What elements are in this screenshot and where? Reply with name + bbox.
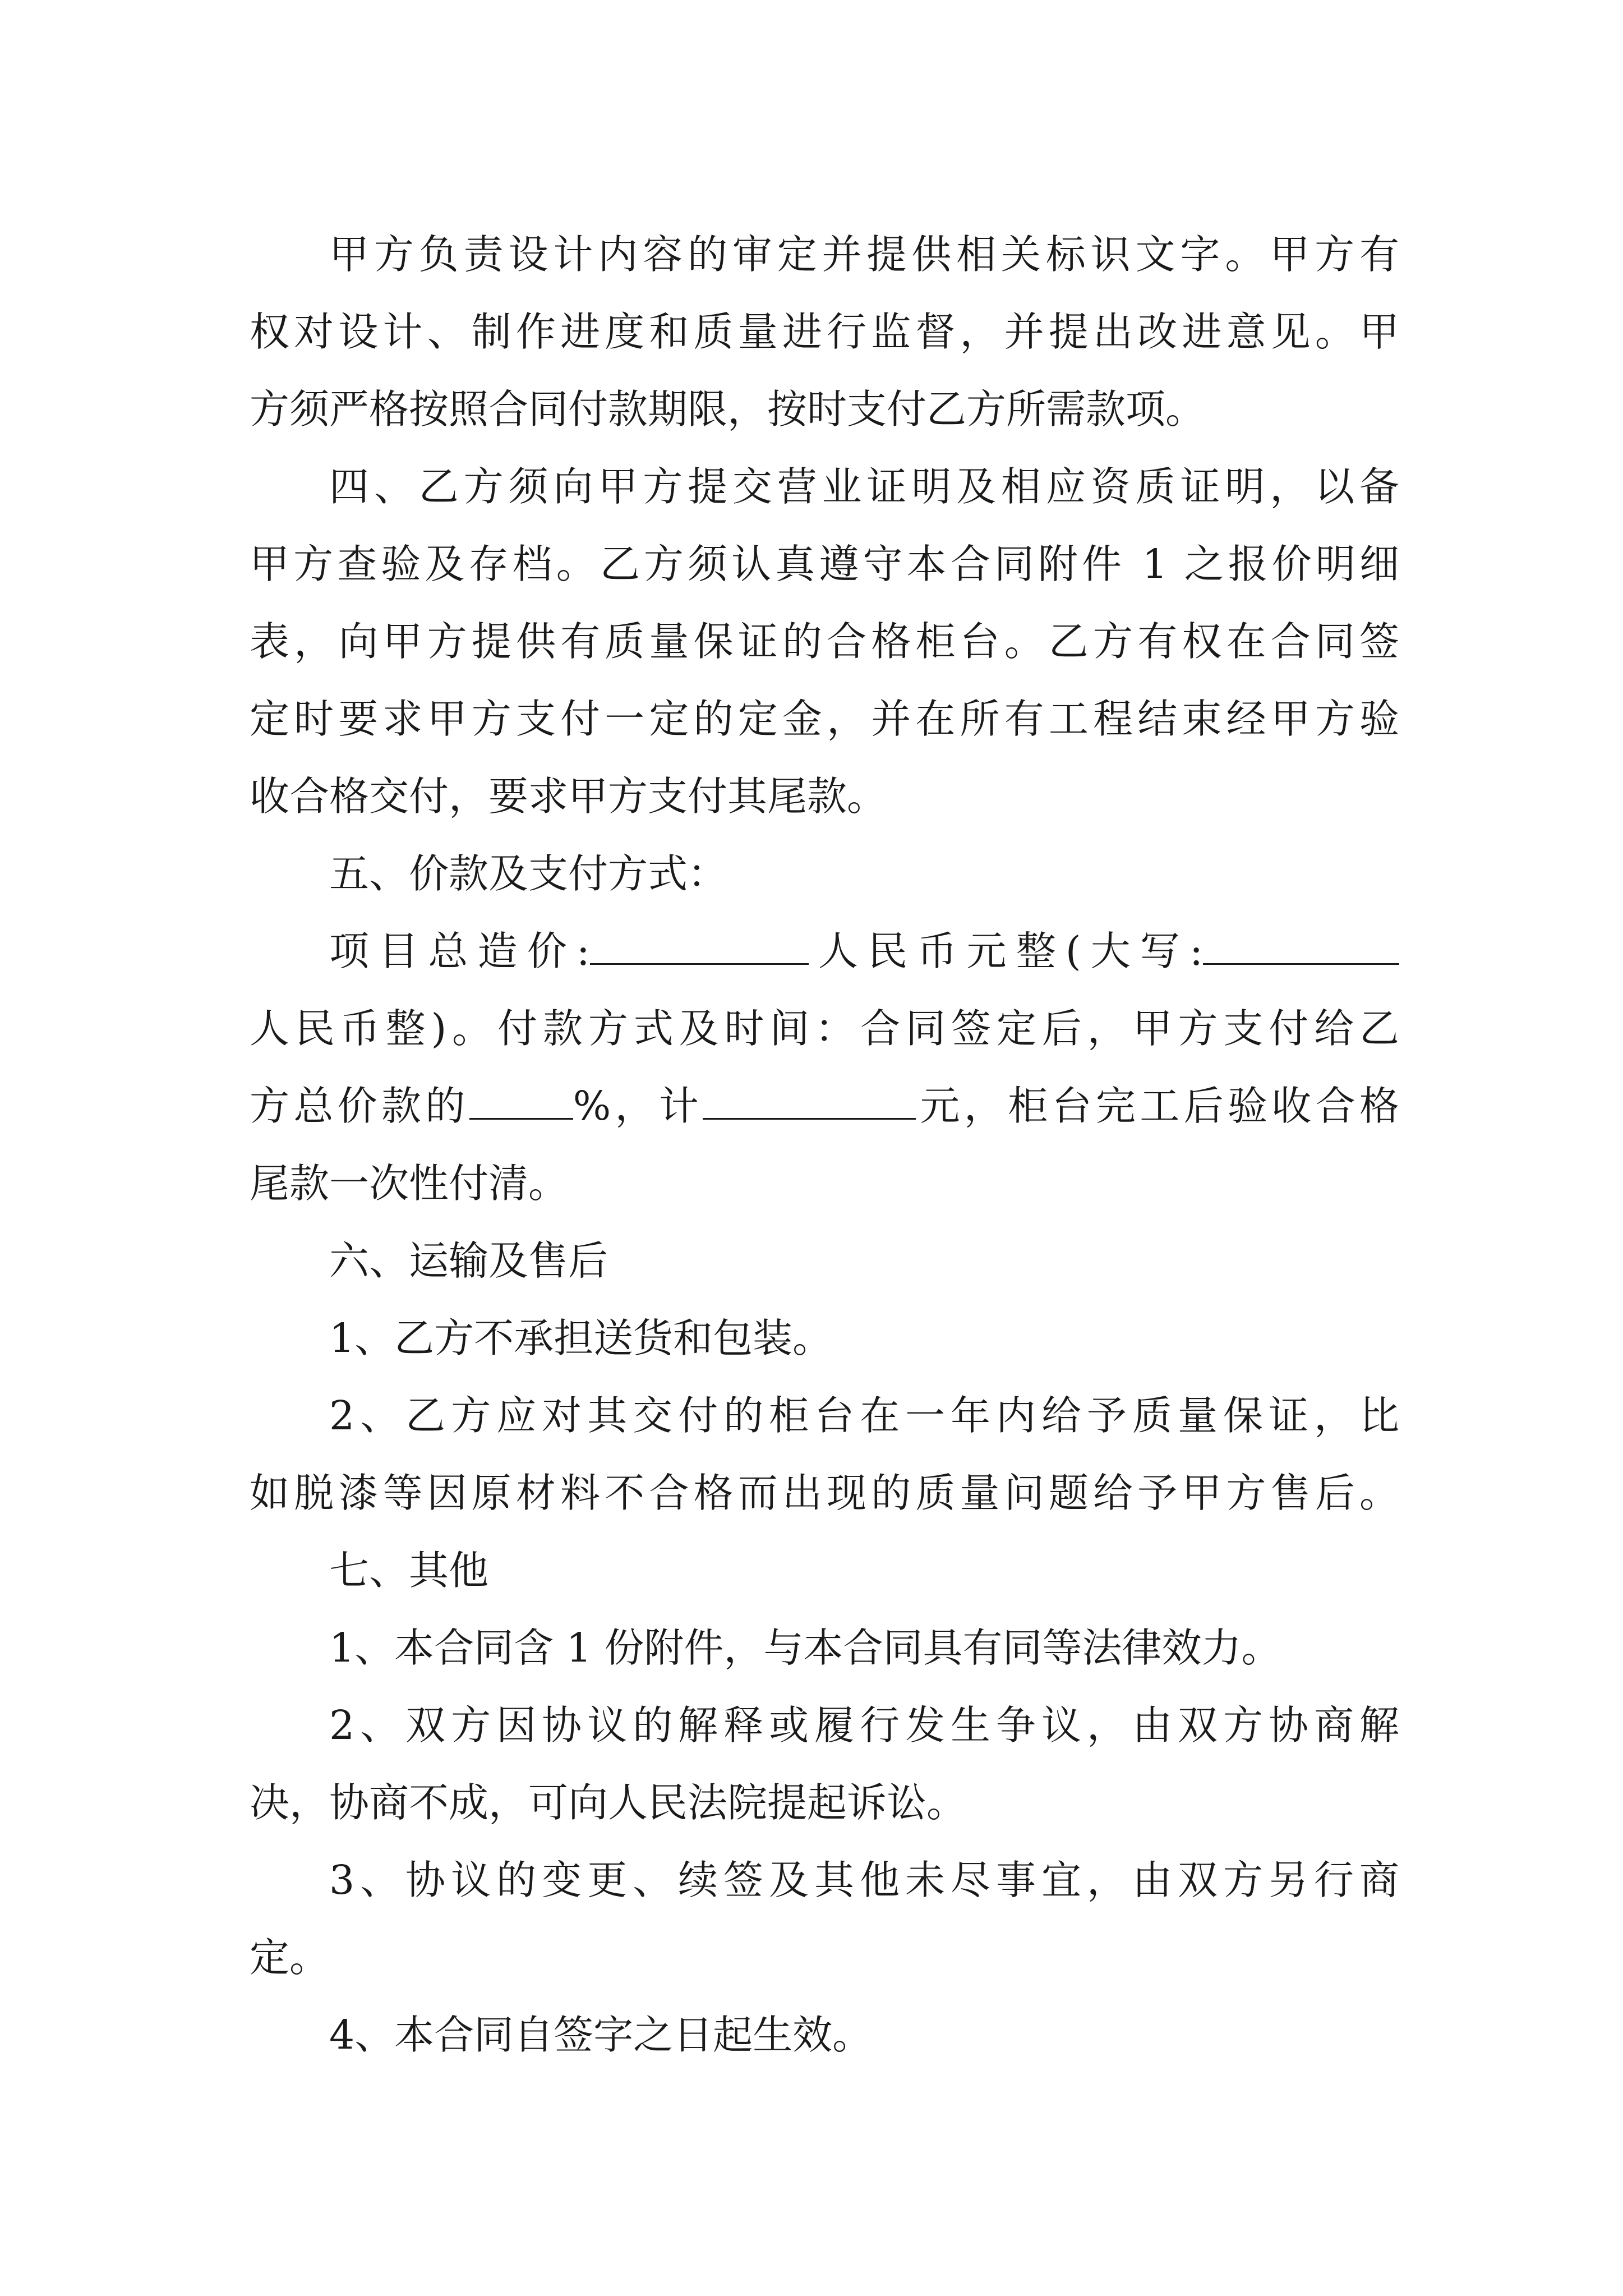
- contract-body: [250, 216, 1399, 2074]
- section-4-line-4: 定时要求甲方支付一定的定金，并在所有工程结束经甲方验: [250, 696, 1399, 742]
- percent-blank: [469, 1084, 573, 1120]
- balance-label: 元，柜台完工后验收合格: [916, 1083, 1399, 1129]
- section-6-item-2-line-1: 2、乙方应对其交付的柜台在一年内给予质量保证，比: [329, 1392, 1399, 1439]
- section-7-item-4: 4、本合同自签字之日起生效。: [329, 2012, 873, 2058]
- section-7-item-2-line-2: 决，协商不成，可向人民法院提起诉讼。: [250, 1779, 967, 1826]
- deposit-label: 方总价款的: [250, 1083, 469, 1129]
- paragraph-party-a-line-2: 权对设计、制作进度和质量进行监督，并提出改进意见。甲: [250, 309, 1399, 355]
- total-price-blank: [590, 930, 809, 965]
- section-6-item-2-line-2: 如脱漆等因原材料不合格而出现的质量问题给予甲方售后。: [250, 1470, 1399, 1516]
- section-4-line-5: 收合格交付，要求甲方支付其尾款。: [250, 773, 887, 820]
- price-line-2: 人民币整)。付款方式及时间：合同签定后，甲方支付给乙: [250, 1005, 1399, 1052]
- deposit-amount-blank: [703, 1084, 916, 1120]
- section-7-item-3-line-2: 定。: [250, 1934, 330, 1981]
- section-5-heading: 五、价款及支付方式：: [329, 850, 728, 897]
- section-6-heading: 六、运输及售后: [329, 1237, 608, 1284]
- section-7-item-3-line-1: 3、协议的变更、续签及其他未尽事宜，由双方另行商: [329, 1857, 1399, 1903]
- section-4-line-3: 表，向甲方提供有质量保证的合格柜台。乙方有权在合同签: [250, 618, 1399, 665]
- section-4-line-1: 四、乙方须向甲方提交营业证明及相应资质证明，以备: [329, 463, 1399, 510]
- paragraph-party-a-line-3: 方须严格按照合同付款期限，按时支付乙方所需款项。: [250, 386, 1206, 432]
- price-line-1: [250, 913, 1399, 990]
- section-7-item-2-line-1: 2、双方因协议的解释或履行发生争议，由双方协商解: [329, 1702, 1399, 1749]
- paragraph-party-a-line-1: 甲方负责设计内容的审定并提供相关标识文字。甲方有: [329, 231, 1399, 278]
- section-4-line-2: 甲方查验及存档。乙方须认真遵守本合同附件 1 之报价明细: [250, 541, 1399, 587]
- section-6-item-1: 1、乙方不承担送货和包装。: [329, 1315, 833, 1361]
- rmb-label: 人民币元整(大写:: [808, 928, 1204, 974]
- percent-label: %，计: [573, 1083, 703, 1129]
- section-7-item-1: 1、本合同含 1 份附件，与本合同具有同等法律效力。: [329, 1625, 1281, 1671]
- price-line-3: [250, 1068, 1399, 1145]
- total-price-label: 项目总造价:: [329, 928, 590, 974]
- amount-in-words-blank: [1203, 930, 1399, 965]
- price-line-4: 尾款一次性付清。: [250, 1160, 569, 1207]
- section-7-heading: 七、其他: [329, 1547, 489, 1594]
